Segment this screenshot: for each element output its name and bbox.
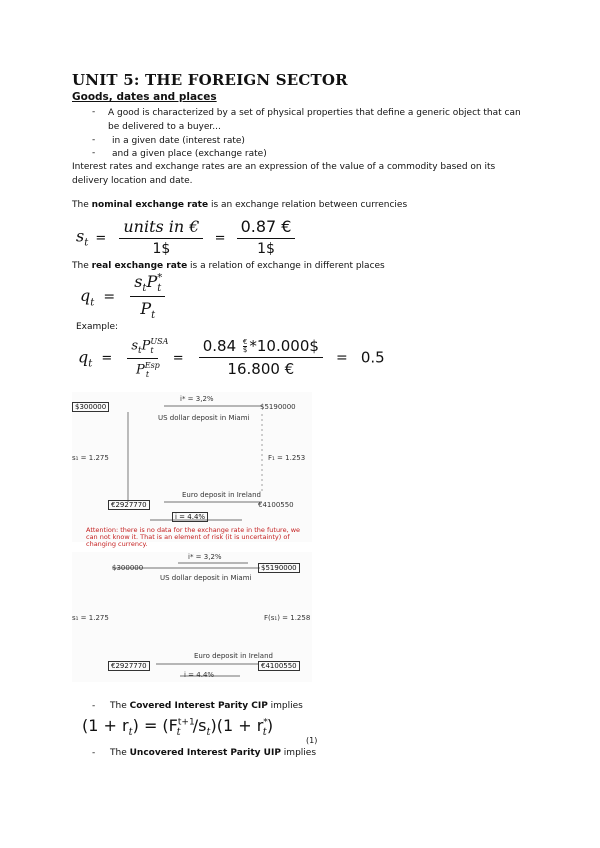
diagram-2-right-box: $5190000 — [258, 563, 300, 573]
real-sentence — [72, 261, 385, 271]
real-eq: = — [103, 289, 116, 306]
example-frac1-P-sup: USA — [150, 337, 169, 346]
cip-pre: The — [110, 701, 130, 711]
example-frac1-den-sub: t — [145, 369, 150, 379]
bullet-item: and a given place (exchange rate) — [112, 149, 267, 159]
example-unit-bot: $ — [242, 346, 248, 355]
cip-part-c-sub: t — [206, 727, 211, 739]
bullet-item: in a given date (interest rate) — [112, 136, 245, 146]
example-lhs: q — [78, 347, 89, 367]
nominal-frac1-num: units in € — [119, 217, 203, 239]
uip-pre: The — [110, 748, 130, 758]
diagram-1-right-box: $5190000 — [260, 403, 296, 411]
intro-paragraph: Interest rates and exchange rates are an expression of the value of a commodity based on its delivery location and date. — [72, 162, 496, 186]
example-frac2-b: *10.000$ — [249, 337, 319, 356]
nominal-frac2-num: 0.87 € — [237, 217, 296, 239]
nominal-fraction-1 — [119, 217, 203, 257]
example-frac1-s-sub: t — [138, 345, 142, 356]
example-eq-1: = — [101, 351, 113, 367]
diagram-1-warning: Attention: there is no data for the exchange rate in the future, we can not know it. That is an element of risk (it is uncertainty) of changing currency. — [86, 526, 301, 548]
cip-part-b-sup: t+1 — [177, 717, 195, 728]
example-frac2-unit — [243, 339, 247, 354]
cip-part-a-sub: t — [128, 727, 133, 739]
diagram-2-right-rate: F(s₁) = 1.258 — [264, 614, 311, 622]
diagram-2-bottom-label: Euro deposit in Ireland — [194, 652, 273, 660]
cip-formula — [82, 716, 273, 738]
real-lhs: q — [80, 286, 91, 306]
example-unit-top: € — [242, 338, 248, 347]
example-frac2-den: 16.800 € — [227, 360, 295, 379]
cip-part-d-sup: * — [263, 717, 268, 728]
bullet-dash: - — [92, 135, 96, 145]
nominal-eq-1: = — [95, 230, 107, 246]
bullet-dash: - — [92, 148, 96, 158]
cip-bold: Covered Interest Parity CIP — [129, 701, 268, 711]
real-bold: real exchange rate — [91, 261, 188, 271]
cip-part-c: /s — [192, 716, 207, 735]
deposit-diagram-1 — [72, 392, 312, 548]
diagram-1-left-box: $300000 — [72, 402, 109, 412]
nominal-bold: nominal exchange rate — [91, 200, 209, 210]
example-label: Example: — [76, 322, 119, 332]
real-formula — [80, 272, 165, 321]
cip-post: implies — [267, 701, 303, 711]
uip-sentence — [110, 748, 316, 758]
diagram-2-left-box: $300000 — [112, 564, 144, 572]
real-den-sub: t — [151, 310, 156, 322]
diagram-1-top-rate: i* = 3,2% — [180, 395, 214, 403]
real-num — [130, 272, 165, 297]
cip-part-e: ) — [266, 716, 274, 735]
example-frac1-P-sub: t — [150, 345, 154, 355]
nominal-frac2-den: 1$ — [257, 241, 275, 257]
nominal-lhs: s — [76, 226, 85, 246]
example-frac2-num — [199, 337, 323, 358]
real-num-P-sub: t — [157, 283, 162, 295]
section-heading: Goods, dates and places — [72, 91, 217, 103]
diagram-1-bottom-right: €4100550 — [258, 501, 294, 509]
example-formula — [78, 337, 385, 379]
diagram-2-top-rate: i* = 3,2% — [188, 553, 222, 561]
example-frac1-den-sup: Esp — [144, 360, 160, 370]
real-post: is a relation of exchange in different places — [187, 261, 385, 271]
real-pre: The — [72, 261, 92, 271]
real-den-P: P — [140, 299, 152, 319]
example-fraction-1 — [127, 337, 169, 379]
nominal-post: is an exchange relation between currencies — [208, 200, 408, 210]
cip-part-b: ) = (F — [132, 716, 178, 735]
nominal-eq-2: = — [214, 230, 226, 246]
deposit-diagram-2 — [72, 552, 312, 682]
example-frac2-a: 0.84 — [202, 337, 237, 356]
diagram-2-left-rate: s₁ = 1.275 — [72, 614, 109, 622]
uip-bold: Uncovered Interest Parity UIP — [129, 748, 281, 758]
bullet-dash: - — [92, 701, 96, 711]
diagram-1-top-label: US dollar deposit in Miami — [158, 414, 250, 422]
diagram-2-bottom-right: €4100550 — [258, 661, 300, 671]
cip-part-d: )(1 + r — [210, 716, 264, 735]
real-fraction — [130, 272, 165, 321]
nominal-fraction-2 — [237, 217, 296, 257]
bullet-item: A good is characterized by a set of physical properties that define a generic object that can be delivered to a buyer... — [108, 108, 521, 132]
diagram-1-bottom-rate: i = 4.4% — [172, 512, 208, 522]
diagram-1-left-rate: s₁ = 1.275 — [72, 454, 109, 462]
real-lhs-sub: t — [90, 297, 95, 309]
example-lhs-sub: t — [88, 358, 93, 370]
example-frac1-s: s — [131, 338, 139, 354]
nominal-frac1-den: 1$ — [152, 241, 171, 257]
example-eq-3: = — [336, 350, 348, 367]
cip-sentence — [110, 701, 303, 711]
bullet-dash: - — [92, 748, 96, 758]
real-num-s: s — [134, 272, 143, 291]
nominal-pre: The — [72, 200, 92, 210]
real-num-P: P — [146, 272, 158, 291]
example-frac1-den — [127, 359, 160, 379]
equation-number: (1) — [306, 736, 318, 745]
example-frac1-num — [127, 337, 169, 359]
real-num-s-sub: t — [142, 283, 147, 295]
real-den — [130, 297, 165, 321]
bullet-dash: - — [92, 107, 96, 117]
real-num-P-sup: * — [157, 272, 163, 284]
diagram-2-bottom-rate: i = 4.4% — [184, 671, 215, 679]
cip-part-a: (1 + r — [82, 716, 129, 735]
uip-post: implies — [280, 748, 317, 758]
diagram-1-bottom-label: Euro deposit in Ireland — [182, 491, 261, 499]
example-frac1-P: P — [141, 338, 151, 354]
cip-part-b-sub: t — [176, 727, 181, 739]
cip-part-d-sub: t — [262, 727, 267, 739]
nominal-formula — [76, 217, 295, 257]
example-frac1-den-P: P — [135, 362, 145, 378]
diagram-2-top-label: US dollar deposit in Miami — [160, 574, 252, 582]
nominal-sentence — [72, 200, 407, 210]
diagram-2-bottom-left-box: €2927770 — [108, 661, 150, 671]
diagram-1-right-rate: F₁ = 1.253 — [268, 454, 306, 462]
example-fraction-2 — [199, 337, 323, 378]
nominal-lhs-sub: t — [84, 237, 89, 249]
page-title: UNIT 5: THE FOREIGN SECTOR — [72, 71, 348, 89]
example-eq-2: = — [172, 351, 184, 367]
diagram-1-bottom-left-box: €2927770 — [108, 500, 150, 510]
example-result: 0.5 — [360, 348, 385, 367]
